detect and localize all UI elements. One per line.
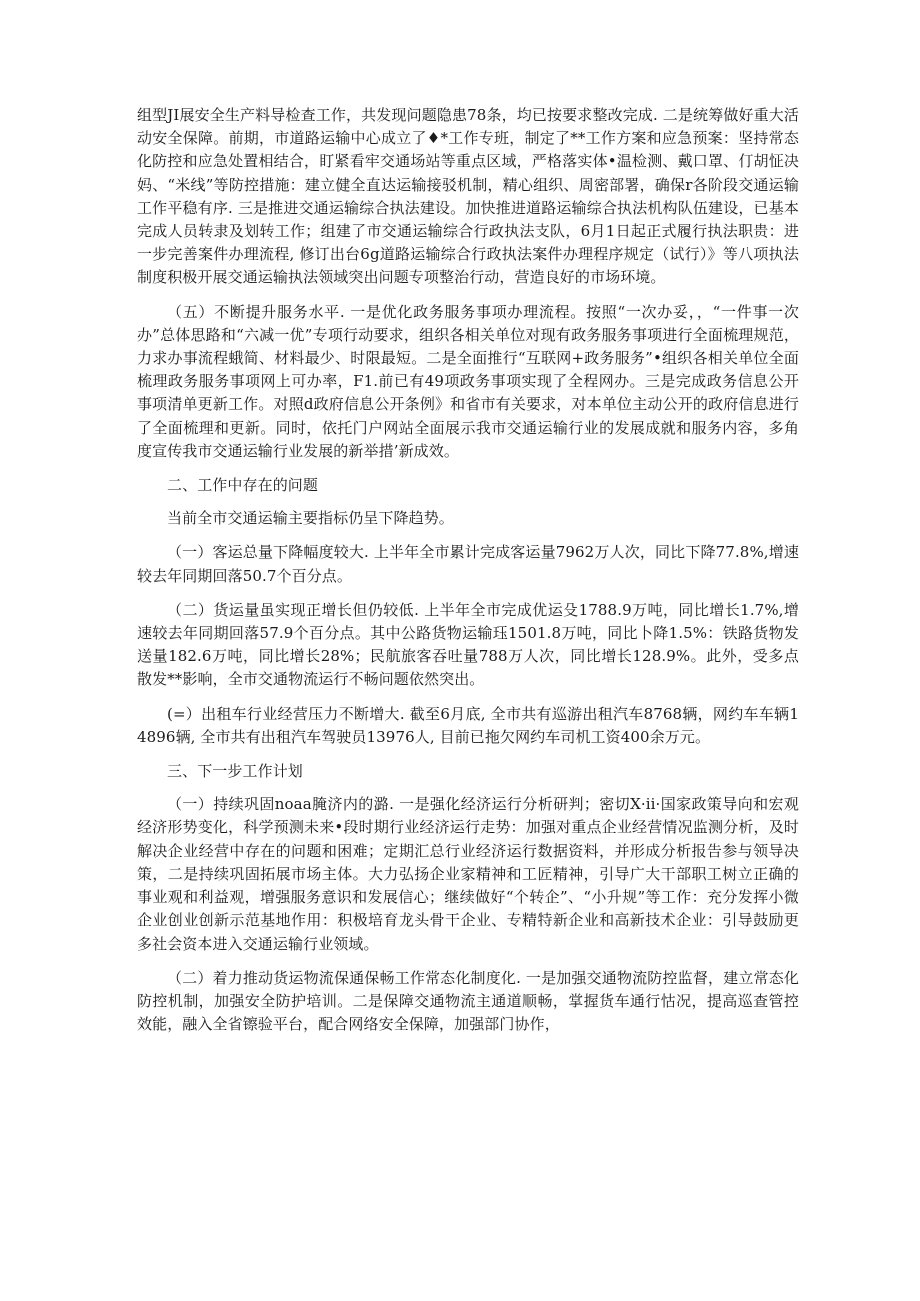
paragraph-passenger-volume: （一）客运总量下降幅度较大. 上半年全市累计完成客运量7962万人次，同比下降77.8%,增速较去年同期回落50.7个百分点。: [137, 543, 799, 585]
paragraph-service-level: （五）不断提升服务水平. 一是优化政务服务事项办理流程。按照“一次办妥，，“一件事一次办”总体思路和“六减一优”专项行动要求，组织各相关单位对现有政务服务事项进行全面梳理规范，力求办事流程蛾简、材料最少、时限最短。二是全面推行“互联网+政务服务”•组织各相关单位全面梳理政务服务事项网上可办率，F1.前已有49项政务事项实现了全程网办。三是完成政务信息公开事项清单更新工作。对照d政府信息公开条例》和省市有关要求，对本单位主动公开的政府信息进行了全面梳理和更新。同时，依托门户网站全面展示我市交通运输行业的发展成就和服务内容，多角度宣传我市交通运输行业发展的新举措’新成效。: [137, 302, 799, 460]
paragraph-declining-trend: 当前全市交通运输主要指标仍呈下降趋势。: [167, 509, 454, 528]
paragraph-freight-volume: （二）货运量虽实现正增长但仍较低. 上半年全市完成优运殳1788.9万吨，同比增长1.7%,增速较去年同期回落57.9个百分点。其中公路货物运输珏1501.8万吨，同比卜降1.5%：铁路货物发送量182.6万吨，同比增长28%；民航旅客吞吐量788万人次，同比增长128.9%。此外，受多点散发**影响，全市交通物流运行不畅问题依然突出。: [137, 600, 799, 689]
document-page: [137, 104, 799, 1047]
paragraph-economic-stability: （一）持续巩固noaa腌济内的潞. 一是强化经济运行分析研判；密切X·ii·国家政策导向和宏观经济形势变化，科学预测未来•段时期行业经济运行走势：加强对重点企业经营情况监测分析，及时解决企业经营中存在的问题和困难；定期汇总行业经济运行数据资料，并形成分析报告参与领导决策，二是持续巩固拓展市场主体。大力弘扬企业家精神和工匠精神，引导广大干部职工树立正确的事业观和利益观，增强服务意识和发展信心；继续做好“个转企”、“小升规”等工作：充分发挥小微企业创业创新示范基地作用：积极培育龙头骨干企业、专精特新企业和高新技术企业：引导鼓励更多社会资本进入交通运输行业领域。: [137, 795, 799, 953]
paragraph-freight-logistics: （二）着力推动货运物流保通保畅工作常态化制度化. 一是加强交通物流防控监督，建立常态化防控机制，加强安全防护培训。二是保障交通物流主通道顺畅，掌握货车通行怙况，提高巡查管控效能，融入全省镲验平台，配合网络安全保障，加强部门协作，: [137, 968, 799, 1034]
paragraph-taxi-industry: (=）出租车行业经营压力不断增大. 截至6月底, 全市共有巡游出租汽车8768辆，网约车车辆14896辆, 全市共有出租汽车驾驶员13976人, 目前已拖欠网约车司机工资400余万元。: [137, 704, 799, 746]
paragraph-safety-inspection: 组型JI展安全生产料导检查工作，共发现问题隐患78条，均已按要求整改完成. 二是统筹做好重大活动安全保障。前期，市道路运输中心成立了♦*工作专班，制定了**工作方案和应急预案：坚持常态化防控和应急处置相结合，盯紧看牢交通场站等重点区域，严格落实体•温检测、戴口罩、仃胡怔决妈、“米线”等防控措施：建立健全直达运输接驳机制，精心组织、周密部署，确保r各阶段交通运输工作平稳有序. 三是推进交通运输综合执法建设。加快推进道路运输综合执法机构队伍建设，已基本完成人员转隶及划转工作；组建了市交通运输综合行政执法支队，6月1日起正式履行执法职贵：进一步完善案件办理流程, 修订出台6g道路运输综合行政执法案件办理程序规定（试行）》等八项执法制度积极开展交通运输执法领域突出问题专项整治行动，营造良好的市场环境。: [137, 106, 799, 287]
section-heading-problems: 二、工作中存在的问题: [167, 476, 319, 495]
section-heading-next-steps: 三、下一步工作计划: [167, 762, 303, 781]
